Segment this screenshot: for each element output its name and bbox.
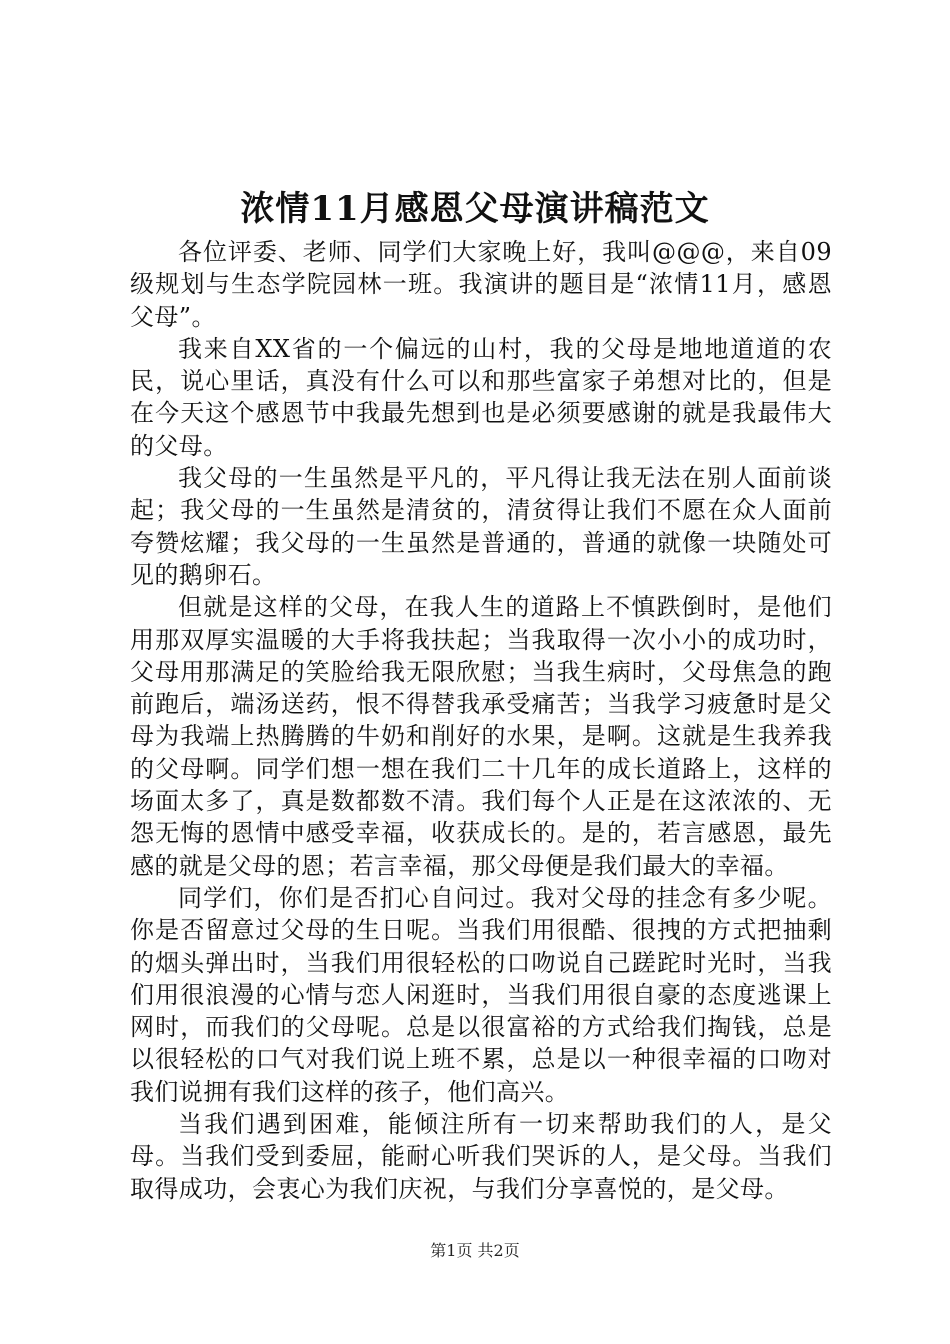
page-footer: 第1页 共2页 [430, 1241, 520, 1260]
document-body [130, 236, 832, 1205]
paragraph: 我来自XX省的一个偏远的山村，我的父母是地地道道的农民，说心里话，真没有什么可以和那些富家子弟想对比的，但是在今天这个感恩节中我最先想到也是必须要感谢的就是我最伟大的父母。 [130, 334, 832, 460]
paragraph: 我父母的一生虽然是平凡的，平凡得让我无法在别人面前谈起；我父母的一生虽然是清贫的，清贫得让我们不愿在众人面前夸赞炫耀；我父母的一生虽然是普通的，普通的就像一块随处可见的鹅卵石。 [130, 464, 832, 589]
document-title: 浓情11月感恩父母演讲稿范文 [240, 189, 710, 229]
paragraph: 但就是这样的父母，在我人生的道路上不慎跌倒时，是他们用那双厚实温暖的大手将我扶起；当我取得一次小小的成功时，父母用那满足的笑脸给我无限欣慰；当我生病时，父母焦急的跑前跑后，端汤送药，恨不得替我承受痛苦；当我学习疲惫时是父母为我端上热腾腾的牛奶和削好的水果，是啊。这就是生我养我的父母啊。同学们想一想在我们二十几年的成长道路上，这样的场面太多了，真是数都数不清。我们每个人正是在这浓浓的、无怨无悔的恩情中感受幸福，收获成长的。是的，若言感恩，最先感的就是父母的恩；若言幸福，那父母便是我们最大的幸福。 [130, 593, 832, 880]
paragraph: 同学们，你们是否扪心自问过。我对父母的挂念有多少呢。你是否留意过父母的生日呢。当我们用很酷、很拽的方式把抽剩的烟头弹出时，当我们用很轻松的口吻说自己蹉跎时光时，当我们用很浪漫的心情与恋人闲逛时，当我们用很自豪的态度逃课上网时，而我们的父母呢。总是以很富裕的方式给我们掏钱，总是以很轻松的口气对我们说上班不累，总是以一种很幸福的口吻对我们说拥有我们这样的孩子，他们高兴。 [130, 883, 832, 1106]
paragraph: 各位评委、老师、同学们大家晚上好，我叫@@@，来自09级规划与生态学院园林一班。我演讲的题目是“浓情11月，感恩父母”。 [130, 238, 832, 331]
paragraph: 当我们遇到困难，能倾注所有一切来帮助我们的人，是父母。当我们受到委屈，能耐心听我们哭诉的人，是父母。当我们取得成功，会衷心为我们庆祝，与我们分享喜悦的，是父母。 [130, 1110, 832, 1203]
